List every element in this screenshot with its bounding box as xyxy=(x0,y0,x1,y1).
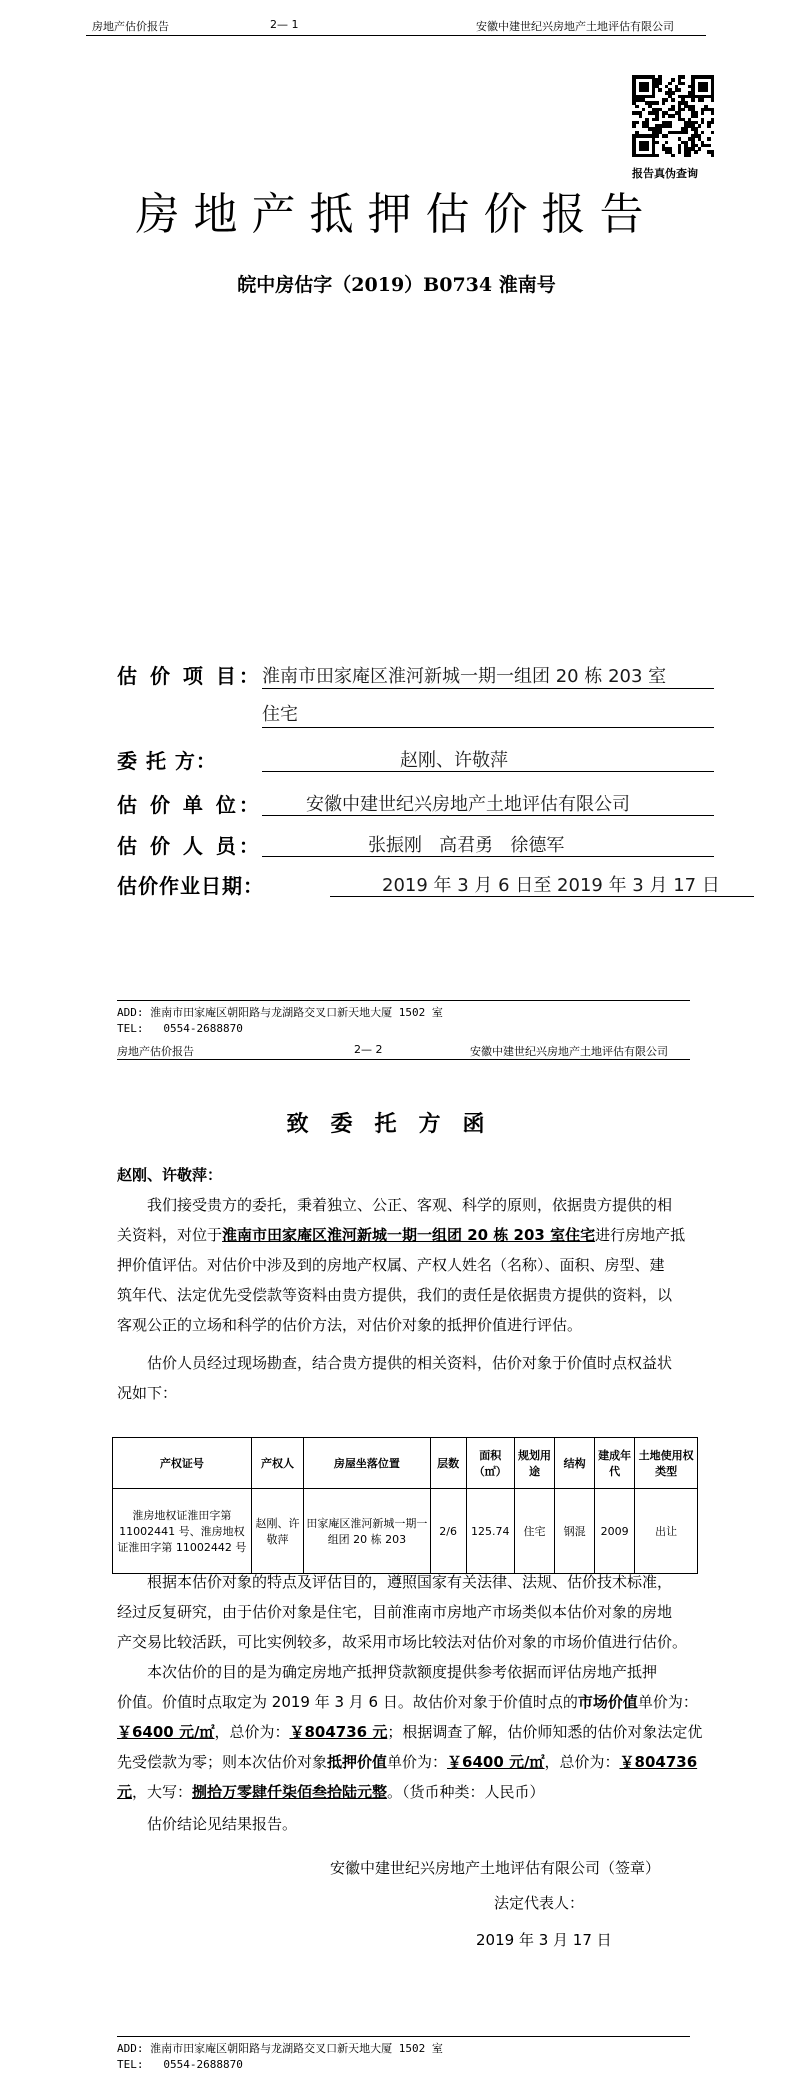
client-label: 委 托 方： xyxy=(117,749,217,773)
org-label: 估 价 单 位： xyxy=(117,793,262,817)
page2-header-right: 安徽中建世纪兴房地产土地评估有限公司 xyxy=(470,1045,668,1058)
para4-line3: ￥6400 元/㎡，总价为：￥804736 元；根据调查了解，估价师知悉的估价对象法定优 xyxy=(117,1723,703,1741)
page1-header-right: 安徽中建世纪兴房地产土地评估有限公司 xyxy=(476,20,674,33)
page1-header-rule xyxy=(86,35,706,36)
qr-module xyxy=(639,114,643,118)
para2-line1: 估价人员经过现场勘查，结合贵方提供的相关资料，估价对象于价值时点权益状 xyxy=(147,1354,673,1372)
table-cell-floors: 2/6 xyxy=(430,1489,466,1574)
table-header: 房屋坐落位置 xyxy=(304,1438,430,1489)
staff-label: 估 价 人 员： xyxy=(117,834,262,858)
qr-module xyxy=(635,121,639,125)
qr-module xyxy=(678,150,682,154)
qr-module xyxy=(681,82,685,86)
table-cell-location: 田家庵区淮河新城一期一组团 20 栋 203 xyxy=(304,1489,430,1574)
client-value: 赵刚、许敬萍 xyxy=(400,750,508,771)
table-row xyxy=(113,1489,698,1574)
qr-module xyxy=(662,101,666,105)
page2-footer-address: ADD: 淮南市田家庵区朝阳路与龙湖路交叉口新天地大厦 1502 室 xyxy=(117,2042,443,2055)
table-cell-cert-no: 淮房地权证淮田字第 11002441 号、淮房地权证淮田字第 11002442 号 xyxy=(113,1489,252,1574)
report-title: 房地产抵押估价报告 xyxy=(135,189,658,240)
qr-module xyxy=(658,88,662,92)
qr-module xyxy=(655,141,659,145)
table-header: 建成年代 xyxy=(595,1438,635,1489)
qr-module xyxy=(691,98,695,102)
page1-footer-address: ADD: 淮南市田家庵区朝阳路与龙湖路交叉口新天地大厦 1502 室 xyxy=(117,1006,443,1019)
qr-module xyxy=(711,121,715,125)
table-cell-structure: 钢混 xyxy=(555,1489,595,1574)
para4-line2: 价值。价值时点取定为 2019 年 3 月 6 日。故估价对象于价值时点的市场价值单价为： xyxy=(117,1693,698,1711)
qr-module xyxy=(671,78,675,82)
para1-line5: 客观公正的立场和科学的估价方法，对估价对象的抵押价值进行评估。 xyxy=(117,1316,583,1334)
table-header: 土地使用权类型 xyxy=(635,1438,698,1489)
project-value: 淮南市田家庵区淮河新城一期一组团 20 栋 203 室 xyxy=(262,666,667,687)
table-header: 产权人 xyxy=(251,1438,303,1489)
page2-header-left: 房地产估价报告 xyxy=(117,1045,194,1058)
qr-module xyxy=(681,108,685,112)
qr-module xyxy=(668,82,672,86)
qr-module xyxy=(642,108,646,112)
para3-line1: 根据本估价对象的特点及评估目的，遵照国家有关法律、法规、估价技术标准， xyxy=(147,1573,673,1591)
qr-code-icon xyxy=(632,75,714,157)
qr-module xyxy=(645,88,649,92)
table-header: 产权证号 xyxy=(113,1438,252,1489)
qr-module xyxy=(701,111,705,115)
para3-line2: 经过反复研究，由于估价对象是住宅，目前淮南市房地产市场类似本估价对象的房地 xyxy=(117,1603,673,1621)
para3-line3: 产交易比较活跃，可比实例较多，故采用市场比较法对估价对象的市场价值进行估价。 xyxy=(117,1633,688,1651)
qr-module xyxy=(655,134,659,138)
letter-title: 致委托方函 xyxy=(286,1111,507,1137)
salutation: 赵刚、许敬萍： xyxy=(117,1166,223,1184)
qr-module xyxy=(711,154,715,158)
page1-header-page: 2— 1 xyxy=(270,18,299,31)
table-cell-land-type: 出让 xyxy=(635,1489,698,1574)
qr-module xyxy=(707,137,711,141)
table-cell-use: 住宅 xyxy=(514,1489,554,1574)
qr-module xyxy=(655,118,659,122)
table-header-row xyxy=(113,1438,698,1489)
page1-header-left: 房地产估价报告 xyxy=(92,20,169,33)
qr-module xyxy=(701,98,705,102)
qr-module xyxy=(681,75,685,79)
qr-module xyxy=(658,82,662,86)
date-value: 2019 年 3 月 6 日至 2019 年 3 月 17 日 xyxy=(382,875,720,896)
legal-representative: 法定代表人： xyxy=(494,1894,585,1912)
qr-module xyxy=(711,111,715,115)
qr-module xyxy=(665,141,669,145)
page2-footer-rule xyxy=(117,2036,690,2037)
staff-value: 张振刚 高君勇 徐德军 xyxy=(368,835,565,856)
qr-module xyxy=(671,114,675,118)
document-number: 皖中房估字（2019）B0734 淮南号 xyxy=(237,274,556,296)
page2-footer-tel: TEL: 0554-2688870 xyxy=(117,2058,243,2071)
staff-underline xyxy=(262,856,714,857)
qr-module xyxy=(704,88,708,92)
qr-module xyxy=(632,124,636,128)
org-underline xyxy=(262,815,714,816)
para1-line3: 押价值评估。对估价中涉及到的房地产权属、产权人姓名（名称）、面积、房型、建 xyxy=(117,1256,665,1274)
date-underline xyxy=(330,896,754,897)
qr-module xyxy=(678,88,682,92)
qr-module xyxy=(711,131,715,135)
para1-line1: 我们接受贵方的委托，秉着独立、公正、客观、科学的原则，依据贵方提供的相 xyxy=(147,1196,673,1214)
table-cell-year: 2009 xyxy=(595,1489,635,1574)
qr-module xyxy=(711,98,715,102)
qr-module xyxy=(671,91,675,95)
project-underline-1 xyxy=(262,688,714,689)
qr-module xyxy=(701,131,705,135)
qr-module xyxy=(684,131,688,135)
qr-module xyxy=(635,105,639,109)
qr-module xyxy=(698,124,702,128)
qr-module xyxy=(665,134,669,138)
table-header: 规划用途 xyxy=(514,1438,554,1489)
para1-line2: 关资料，对位于淮南市田家庵区淮河新城一期一组团 20 栋 203 室住宅进行房地产抵 xyxy=(117,1226,686,1244)
qr-module xyxy=(694,114,698,118)
para2-line2: 况如下： xyxy=(117,1384,178,1402)
para4-line5: 元，大写：捌拾万零肆仟柒佰叁拾陆元整。（货币种类：人民币） xyxy=(117,1783,545,1801)
para5: 估价结论见结果报告。 xyxy=(147,1815,298,1833)
signer: 安徽中建世纪兴房地产土地评估有限公司（签章） xyxy=(330,1859,661,1877)
qr-module xyxy=(671,98,675,102)
client-underline xyxy=(262,771,714,772)
page1-footer-rule xyxy=(117,1000,690,1001)
sign-date: 2019 年 3 月 17 日 xyxy=(476,1931,612,1949)
project-label: 估 价 项 目： xyxy=(117,664,262,688)
qr-module xyxy=(707,124,711,128)
page1-footer-tel: TEL: 0554-2688870 xyxy=(117,1022,243,1035)
project-underline-2 xyxy=(262,727,714,728)
project-value-line2: 住宅 xyxy=(262,704,298,725)
table-cell-area: 125.74 xyxy=(466,1489,514,1574)
para4-line4: 先受偿款为零；则本次估价对象抵押价值单价为：￥6400 元/㎡，总价为：￥804736 xyxy=(117,1753,698,1771)
qr-caption: 报告真伪查询 xyxy=(632,167,698,180)
para1-line4: 筑年代、法定优先受偿款等资料由贵方提供，我们的责任是依据贵方提供的资料，以 xyxy=(117,1286,673,1304)
page2-header-rule xyxy=(117,1059,690,1060)
qr-module xyxy=(665,98,669,102)
qr-module xyxy=(668,124,672,128)
table-header: 面积（㎡） xyxy=(466,1438,514,1489)
date-label: 估价作业日期： xyxy=(117,874,264,898)
qr-module xyxy=(652,95,656,99)
qr-module xyxy=(698,147,702,151)
para4-line1: 本次估价的目的是为确定房地产抵押贷款额度提供参考依据而评估房地产抵押 xyxy=(147,1663,658,1681)
page2-header-page: 2— 2 xyxy=(354,1043,383,1056)
qr-module xyxy=(662,114,666,118)
qr-module xyxy=(688,154,692,158)
org-value: 安徽中建世纪兴房地产土地评估有限公司 xyxy=(306,794,630,815)
qr-module xyxy=(671,154,675,158)
qr-module xyxy=(645,147,649,151)
table-header: 层数 xyxy=(430,1438,466,1489)
table-cell-owner: 赵刚、许敬萍 xyxy=(251,1489,303,1574)
table-header: 结构 xyxy=(555,1438,595,1489)
property-table xyxy=(112,1437,698,1574)
qr-module xyxy=(694,150,698,154)
qr-module xyxy=(655,154,659,158)
qr-module xyxy=(707,144,711,148)
qr-module xyxy=(655,101,659,105)
qr-module xyxy=(701,121,705,125)
